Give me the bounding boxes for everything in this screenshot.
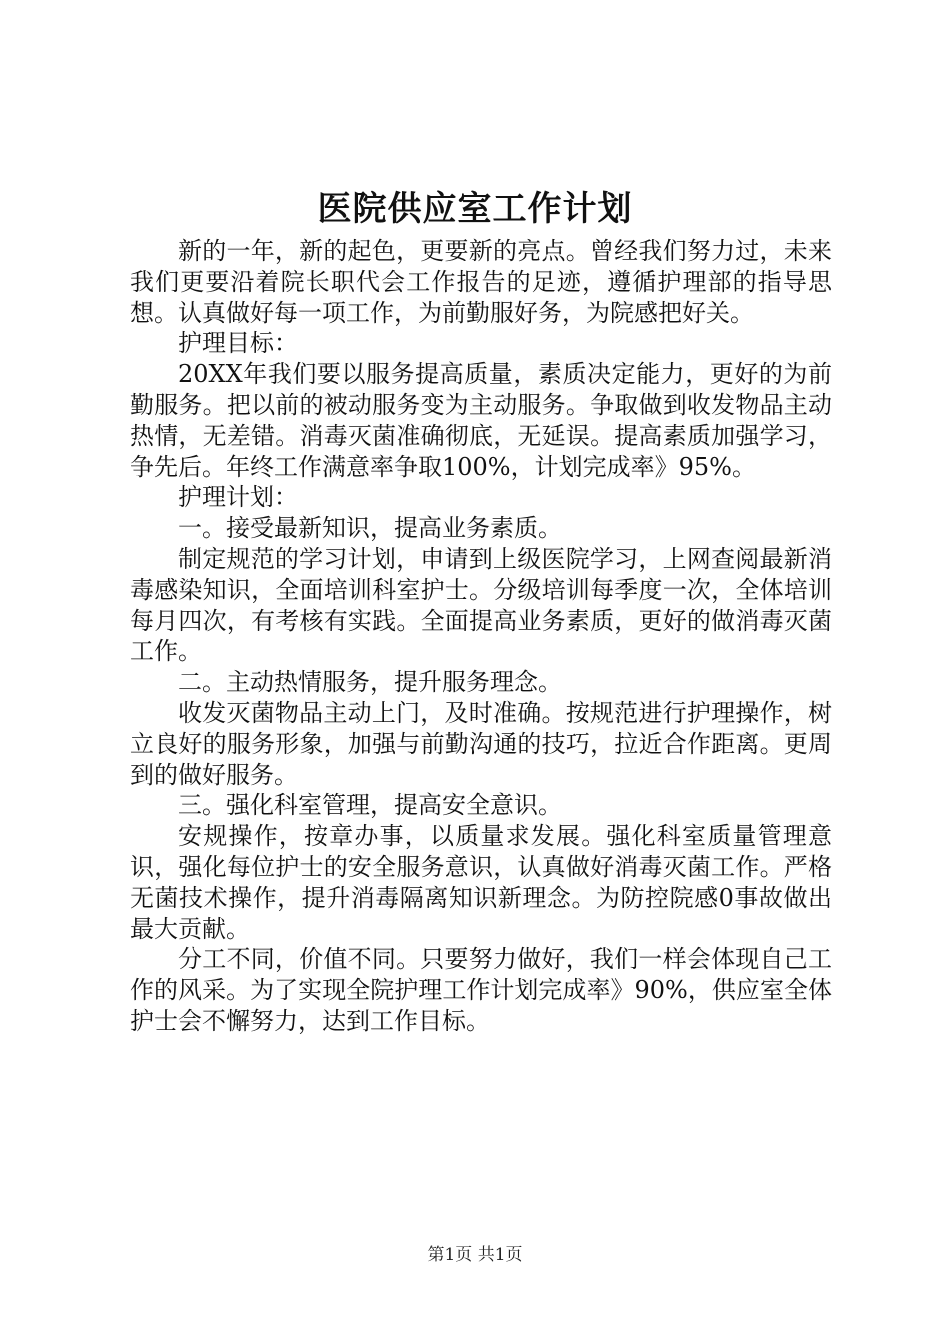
document-title: 医院供应室工作计划 [317, 189, 633, 229]
plan-item-3-heading: 三。强化科室管理，提高安全意识。 [178, 791, 562, 820]
paragraph-goals: 20XX年我们要以服务提高质量，素质决定能力，更好的为前勤服务。把以前的被动服务变为主动服务。争取做到收发物品主动热情，无差错。消毒灭菌准确彻底，无延误。提高素质加强学习，争先后。年终工作满意率争取100%，计划完成率》95%。 [130, 360, 832, 481]
paragraph-closing: 分工不同，价值不同。只要努力做好，我们一样会体现自己工作的风采。为了实现全院护理工作计划完成率》90%，供应室全体护士会不懈努力，达到工作目标。 [130, 945, 832, 1035]
plan-item-3-text: 安规操作，按章办事，以质量求发展。强化科室质量管理意识，强化每位护士的安全服务意识，认真做好消毒灭菌工作。严格无菌技术操作，提升消毒隔离知识新理念。为防控院感0事故做出最大贡献。 [130, 822, 832, 943]
plan-item-1-text: 制定规范的学习计划，申请到上级医院学习，上网查阅最新消毒感染知识，全面培训科室护士。分级培训每季度一次，全体培训每月四次，有考核有实践。全面提高业务素质，更好的做消毒灭菌工作。 [130, 544, 832, 666]
plan-item-2-heading: 二。主动热情服务，提升服务理念。 [178, 668, 562, 697]
plan-item-1-heading: 一。接受最新知识，提高业务素质。 [178, 514, 562, 543]
heading-nursing-plan: 护理计划： [178, 483, 298, 512]
paragraph-intro: 新的一年，新的起色，更要新的亮点。曾经我们努力过，未来我们更要沿着院长职代会工作报告的足迹，遵循护理部的指导思想。认真做好每一项工作，为前勤服好务，为院感把好关。 [130, 237, 832, 327]
document-body [130, 236, 832, 1037]
heading-nursing-goals: 护理目标： [178, 329, 298, 358]
page-footer: 第1页 共1页 [427, 1245, 523, 1265]
plan-item-2-text: 收发灭菌物品主动上门，及时准确。按规范进行护理操作，树立良好的服务形象，加强与前勤沟通的技巧，拉近合作距离。更周到的做好服务。 [130, 698, 832, 789]
